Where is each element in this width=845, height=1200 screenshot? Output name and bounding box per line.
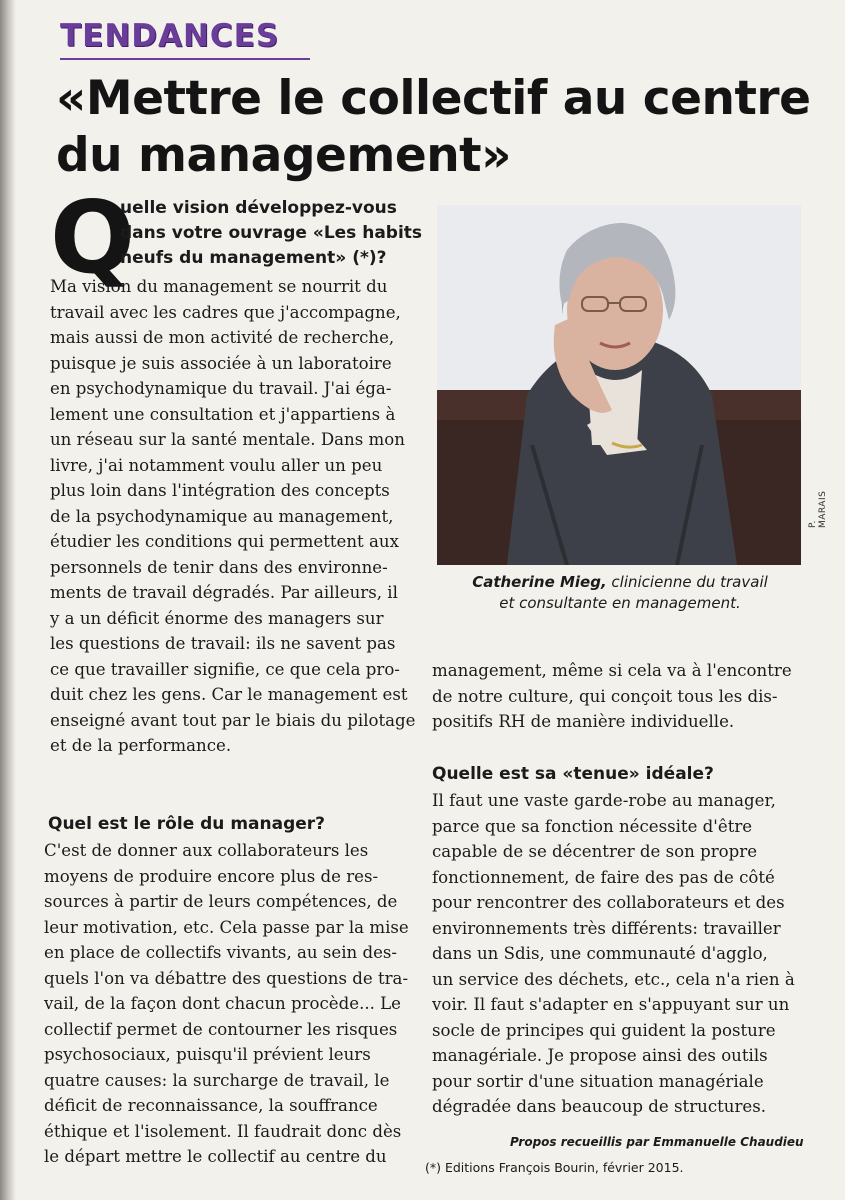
question-3: Quelle est sa «tenue» idéale? [432, 764, 714, 784]
answer-line: socle de principes qui guident la posture [432, 1020, 776, 1040]
answer-line: Ma vision du management se nourrit du [50, 277, 388, 296]
answer-2-continued [432, 658, 812, 735]
answer-line: leur motivation, etc. Cela passe par la mise [44, 917, 409, 937]
answer-line: y a un déficit énorme des managers sur [50, 608, 384, 628]
question-1 [120, 196, 423, 271]
answer-line: personnels de tenir dans des environne- [50, 557, 388, 577]
question-line: dans votre ouvrage «Les habits [120, 223, 423, 243]
answer-line: moyens de produire encore plus de res- [44, 866, 379, 886]
answer-line: le départ mettre le collectif au centre du [44, 1147, 387, 1166]
answer-line: en place de collectifs vivants, au sein des- [44, 943, 398, 962]
answer-line: psychosociaux, puisqu'il prévient leurs [44, 1045, 371, 1064]
answer-line: livre, j'ai notamment voulu aller un peu [50, 455, 383, 475]
article-headline [56, 70, 826, 184]
answer-line: éthique et l'isolement. Il faudrait donc dès [44, 1121, 402, 1141]
answer-line: C'est de donner aux collaborateurs les [44, 841, 369, 860]
page-binding-shadow [0, 0, 16, 1200]
answer-line: vail, de la façon dont chacun procède... Le [44, 994, 402, 1013]
question-2: Quel est le rôle du manager? [48, 814, 326, 834]
answer-line: duit chez les gens. Car le management est [50, 685, 408, 704]
answer-line: puisque je suis associée à un laboratoire [50, 353, 392, 373]
answer-line: pour sortir d'une situation managériale [432, 1071, 764, 1091]
answer-line: travail avec les cadres que j'accompagne, [50, 302, 401, 322]
answer-line: managériale. Je propose ainsi des outils [432, 1046, 768, 1065]
answer-line: ments de travail dégradés. Par ailleurs, il [50, 583, 398, 602]
answer-line: pour rencontrer des collaborateurs et des [432, 893, 785, 912]
question-line: uelle vision développez-vous [120, 198, 397, 218]
caption-name: Catherine Mieg, [472, 573, 607, 591]
answer-line: plus loin dans l'intégration des concepts [50, 481, 390, 500]
answer-line: collectif permet de contourner les risques [44, 1019, 398, 1039]
caption-line-1: clinicienne du travail [606, 573, 768, 591]
question-line: neufs du management» (*)? [120, 248, 387, 268]
answer-line: en psychodynamique du travail. J'ai éga- [50, 379, 392, 398]
answer-line: mais aussi de mon activité de recherche, [50, 328, 395, 347]
answer-line: de notre culture, qui conçoit tous les dis- [432, 686, 778, 706]
answer-line: ce que travailler signifie, ce que cela pro- [50, 659, 400, 679]
drop-cap: Q [50, 179, 136, 296]
portrait-illustration [437, 205, 801, 565]
answer-line: quatre causes: la surcharge de travail, le [44, 1070, 390, 1090]
answer-line: Il faut une vaste garde-robe au manager, [432, 791, 776, 810]
answer-line: capable de se décentrer de son propre [432, 842, 758, 861]
portrait-photo [437, 205, 801, 565]
headline-line: «Mettre le collectif au centre [56, 71, 811, 126]
answer-line: voir. Il faut s'adapter en s'appuyant sur un [432, 995, 790, 1014]
answer-line: dans un Sdis, une communauté d'agglo, [432, 944, 768, 963]
answer-line: de la psychodynamique au management, [50, 506, 394, 526]
answer-line: parce que sa fonction nécessite d'être [432, 816, 753, 836]
answer-line: déficit de reconnaissance, la souffrance [44, 1096, 378, 1115]
rubric-underline [60, 58, 310, 60]
answer-line: et de la performance. [50, 736, 232, 755]
answer-line: sources à partir de leurs compétences, de [44, 892, 398, 911]
answer-line: quels l'on va débattre des questions de tra- [44, 968, 409, 988]
answer-line: les questions de travail: ils ne savent pas [50, 634, 396, 653]
headline-line: du management» [56, 128, 511, 183]
answer-line: un service des déchets, etc., cela n'a rien à [432, 969, 795, 989]
caption-line-2: et consultante en management. [499, 594, 741, 612]
answer-line: enseigné avant tout par le biais du pilotage [50, 710, 416, 730]
interview-signature: Propos recueillis par Emmanuelle Chaudieu [510, 1135, 804, 1149]
photo-caption [440, 572, 800, 614]
answer-line: lement une consultation et j'appartiens à [50, 404, 396, 424]
answer-line: positifs RH de manière individuelle. [432, 712, 735, 731]
answer-line: management, même si cela va à l'encontre [432, 661, 792, 680]
section-rubric: TENDANCES [60, 18, 280, 54]
answer-1 [50, 274, 416, 759]
photo-credit: P. MARAIS [808, 490, 828, 528]
answer-line: étudier les conditions qui permettent aux [50, 532, 399, 551]
answer-line: fonctionnement, de faire des pas de côté [432, 867, 775, 887]
answer-2 [44, 838, 414, 1170]
answer-3 [432, 788, 812, 1120]
answer-line: un réseau sur la santé mentale. Dans mon [50, 430, 405, 449]
answer-line: dégradée dans beaucoup de structures. [432, 1097, 767, 1116]
answer-line: environnements très différents: travailler [432, 918, 781, 938]
footnote: (*) Editions François Bourin, février 2015. [425, 1160, 684, 1175]
